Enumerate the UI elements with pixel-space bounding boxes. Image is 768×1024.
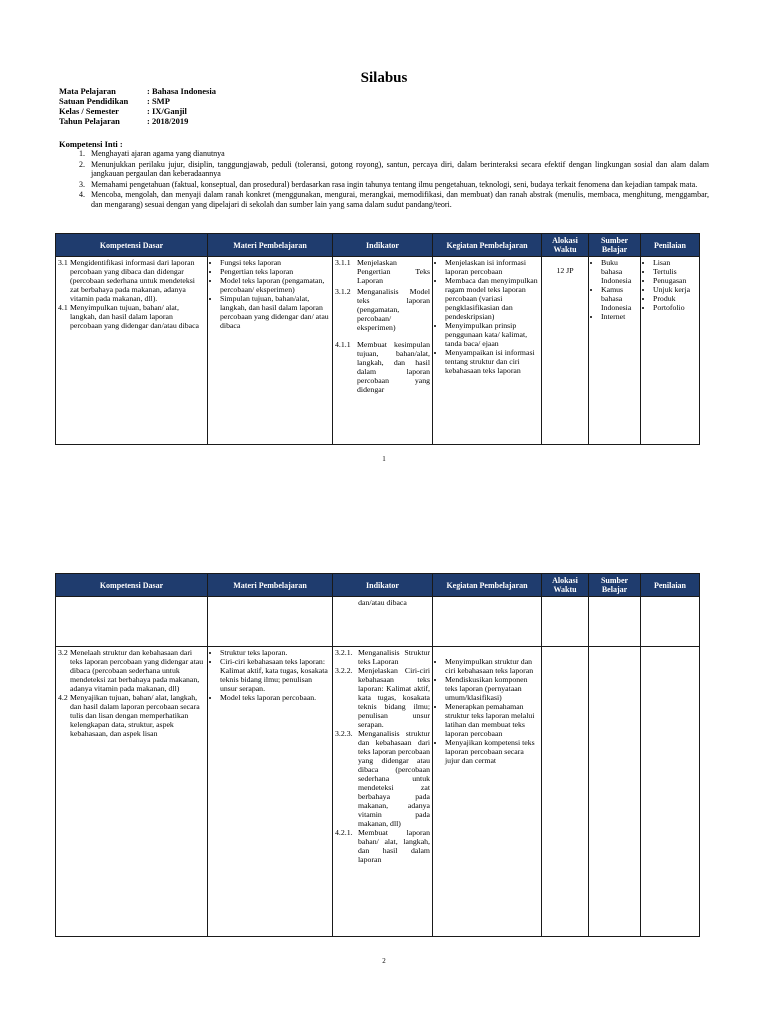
cell-penilaian [641,647,700,937]
list-item: • Model teks laporan percobaan. [220,693,330,702]
list-item: • Unjuk kerja [653,285,697,294]
page-number: 1 [382,455,386,463]
cell-penilaian [641,257,700,445]
cell-sumber [589,647,641,937]
indikator-text: Membuat laporan bahan/ alat, langkah, dan hasil dalam laporan [358,828,430,864]
indikator-item [335,666,430,729]
kompetensi-inti-heading: Kompetensi Inti : [59,139,123,149]
kompetensi-inti-list [59,149,709,211]
kd-number: 4.1 [58,303,68,312]
page-number: 2 [382,957,386,965]
list-item: • Penugasan [653,276,697,285]
meta-value: : IX/Ganjil [147,106,187,116]
col-header-penilaian: Penilaian [641,234,700,257]
cell-penilaian [641,597,700,647]
ki-number: 2. [79,159,85,169]
kd-number: 3.2 [58,648,68,657]
cell-kegiatan [433,647,542,937]
indikator-item [335,258,430,285]
indikator-item [335,648,430,666]
indikator-text: Menjelaskan Pengertian Teks Laporan [357,258,430,285]
col-header-kompetensi-dasar: Kompetensi Dasar [56,234,208,257]
meta-value: : 2018/2019 [147,116,189,126]
list-item: • Menyimpulkan prinsip penggunaan kata/ kalimat, tanda baca/ ejaan [445,321,539,348]
cell-sumber [589,257,641,445]
list-item: • Tertulis [653,267,697,276]
table-row [56,647,700,937]
kd-item [58,258,205,303]
col-header-indikator: Indikator [333,234,433,257]
list-item [59,149,709,159]
list-item: • Lisan [653,258,697,267]
kd-item [58,648,205,693]
page-title: Silabus [360,70,408,86]
list-item: • Produk [653,294,697,303]
col-header-sumber: Sumber Belajar [589,234,641,257]
indikator-text: Menganalisis Struktur teks Laporan [358,648,430,666]
list-item: • Ciri-ciri kebahasaan teks laporan: Kalimat aktif, kata tugas, kosakata teknis bidang ilmu; penulisan unsur serapan. [220,657,330,693]
cell-kegiatan [433,597,542,647]
indikator-number: 3.1.2 [335,287,351,296]
indikator-item [335,729,430,828]
alokasi-value: 12 JP [556,266,574,275]
list-item: • Pengertian teks laporan [220,267,330,276]
kd-number: 3.1 [58,258,68,267]
list-item: • Simpulan tujuan, bahan/alat, langkah, dan hasil dalam laporan percobaan yang didengar dan/ atau dibaca [220,294,330,330]
syllabus-table-continued [55,573,700,937]
table-row [56,257,700,445]
kd-item [58,303,205,330]
meta-row [59,116,216,126]
list-item: • Menjelaskan isi informasi laporan percobaan [445,258,539,276]
meta-label: Tahun Pelajaran [59,116,120,126]
indikator-number: 3.1.1 [335,258,351,267]
list-item: • Menyimpulkan struktur dan ciri kebahasaan teks laporan [445,657,539,675]
ki-text: Menghayati ajaran agama yang dianutnya [91,149,225,158]
col-header-alokasi: Alokasi Waktu [542,574,589,597]
list-item [59,160,709,179]
list-item: • Mendiskusikan komponen teks laporan (pernyataan umum/klasifikasi) [445,675,539,702]
ki-number: 3. [79,179,85,189]
list-item [59,180,709,190]
list-item: • Kamus bahasa Indonesia [601,285,638,312]
kd-text: Menyimpulkan tujuan, bahan/ alat, langkah, dan hasil dalam laporan percobaan yang didengar dan/atau dibaca [70,303,200,330]
list-item: • Menyajikan kompetensi teks laporan percobaan secara jujur dan cermat [445,738,539,765]
syllabus-table [55,233,700,445]
list-item: • Struktur teks laporan. [220,648,330,657]
cell-kompetensi-dasar [56,257,208,445]
kd-text: Menelaah struktur dan kebahasaan dari teks laporan percobaan yang didengar atau dibaca (percobaan sederhana untuk mendeteksi zat berbahaya pada makanan, adanya vitamin pada makanan, dll) [70,648,204,693]
col-header-sumber: Sumber Belajar [589,574,641,597]
indikator-continued-text: dan/atau dibaca [358,598,407,607]
meta-label: Mata Pelajaran [59,86,116,96]
meta-row [59,96,216,106]
meta-label: Satuan Pendidikan [59,96,129,106]
meta-row [59,86,216,96]
indikator-text: Membuat kesimpulan tujuan, bahan/alat, langkah, dan hasil dalam laporan percobaan yang didengar [357,340,430,394]
kd-item [58,693,205,738]
ki-text: Menunjukkan perilaku jujur, disiplin, tanggungjawab, peduli (toleransi, gotong royong), santun, percaya diri, dalam berinteraksi secara efektif dengan lingkungan sosial dan alam dalam jangkauan pergaulan dan keberadaannya [91,159,709,179]
cell-sumber [589,597,641,647]
col-header-penilaian: Penilaian [641,574,700,597]
col-header-indikator: Indikator [333,574,433,597]
indikator-text: Menganalisis Model teks laporan (pengamatan, percobaan/ eksperimen) [357,287,430,332]
meta-row [59,106,216,116]
meta-label: Kelas / Semester [59,106,119,116]
list-item: • Buku bahasa Indonesia [601,258,638,285]
indikator-number: 3.2.3. [335,729,353,738]
list-item: • Fungsi teks laporan [220,258,330,267]
cell-materi [208,597,333,647]
meta-value: : SMP [147,96,170,106]
cell-alokasi [542,597,589,647]
kd-number: 4.2 [58,693,68,702]
table-row [56,597,700,647]
list-item: • Menerapkan pemahaman struktur teks laporan melalui latihan dan membuat teks laporan percobaan [445,702,539,738]
indikator-number: 3.2.1. [335,648,353,657]
col-header-kegiatan: Kegiatan Pembelajaran [433,574,542,597]
page-1 [0,0,768,480]
cell-indikator [333,257,433,445]
indikator-item [335,340,430,394]
ki-number: 4. [79,190,85,200]
col-header-alokasi: Alokasi Waktu [542,234,589,257]
cell-kompetensi-dasar [56,647,208,937]
col-header-materi: Materi Pembelajaran [208,574,333,597]
indikator-number: 4.1.1 [335,340,351,349]
cell-alokasi [542,257,589,445]
indikator-text: Menjelaskan Ciri-ciri kebahasaan teks laporan: Kalimat aktif, kata tugas, kosakata teknis bidang ilmu; penulisan unsur serapan. [358,666,430,729]
list-item: • Portofolio [653,303,697,312]
indikator-number: 3.2.2. [335,666,353,675]
list-item: • Menyampaikan isi informasi tentang struktur dan ciri kebahasaan teks laporan [445,348,539,375]
cell-kompetensi-dasar [56,597,208,647]
cell-kegiatan [433,257,542,445]
ki-text: Mencoba, mengolah, dan menyaji dalam ranah konkret (menggunakan, mengurai, merangkai, memodifikasi, dan membuat) dan ranah abstrak (menulis, membaca, menghitung, menggambar, dan mengarang) sesuai dengan yang dipelajari di sekolah dan sumber lain yang sama dalam sudut pandang/teori. [91,190,709,209]
table-header-row [56,234,700,257]
indikator-number: 4.2.1. [335,828,353,837]
ki-number: 1. [79,149,85,158]
cell-alokasi [542,647,589,937]
cell-materi [208,257,333,445]
list-item [59,190,709,209]
list-item: • Model teks laporan (pengamatan, percobaan/ eksperimen) [220,276,330,294]
col-header-materi: Materi Pembelajaran [208,234,333,257]
col-header-kompetensi-dasar: Kompetensi Dasar [56,574,208,597]
cell-materi [208,647,333,937]
kd-text: Menyajikan tujuan, bahan/ alat, langkah, dan hasil dalam laporan percobaan secara tulis dan lisan dengan memperhatikan kelengkapan data, struktur, aspek kebahasaan, dan aspek lisan [70,693,200,738]
kd-text: Mengidentifikasi informasi dari laporan percobaan yang dibaca dan didengar (percobaan sederhana untuk mendeteksi zat berbahaya pada makanan, adanya vitamin pada makanan, dll). [70,258,195,303]
table-header-row [56,574,700,597]
indikator-item [335,287,430,332]
list-item: • Internet [601,312,638,321]
indikator-item [335,828,430,864]
cell-indikator [333,647,433,937]
indikator-text: Menganalisis struktur dan kebahasaan dari teks laporan percobaan yang didengar atau dibaca (percobaan sederhana untuk mendeteksi zat berbahaya pada makanan, adanya vitamin pada makanan, dll) [358,729,430,828]
list-item: • Membaca dan menyimpulkan ragam model teks laporan percobaan (variasi pengklasifikasian dan pendeskripsian) [445,276,539,321]
syllabus-meta [59,86,216,126]
col-header-kegiatan: Kegiatan Pembelajaran [433,234,542,257]
meta-value: : Bahasa Indonesia [147,86,216,96]
ki-text: Memahami pengetahuan (faktual, konseptual, dan prosedural) berdasarkan rasa ingin tahunya tentang ilmu pengetahuan, teknologi, seni, budaya terkait fenomena dan kejadian tampak mata. [91,179,698,189]
cell-indikator [333,597,433,647]
